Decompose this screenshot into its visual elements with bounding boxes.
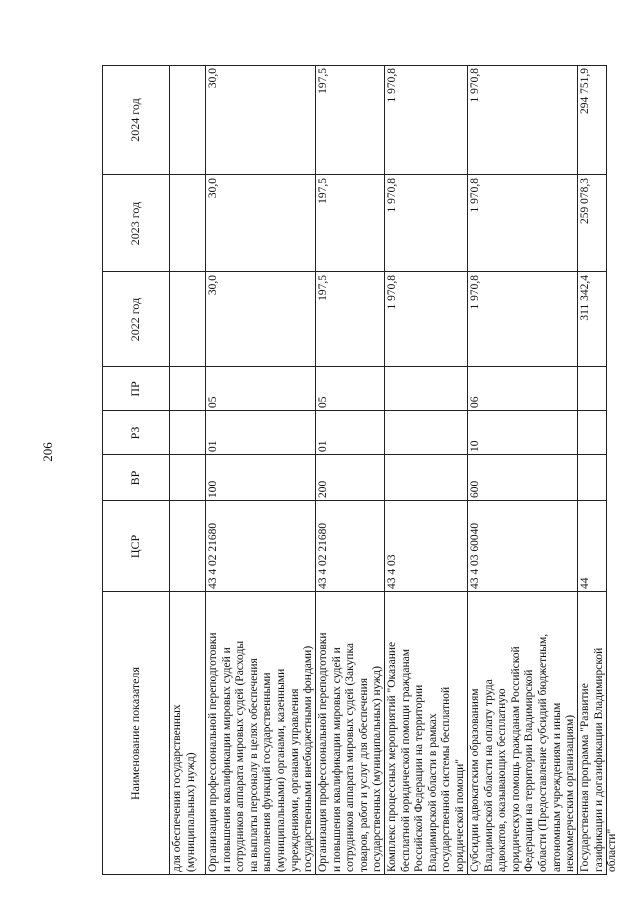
name-line: государственных (муниципальных) нужд) [371, 666, 384, 872]
csr-code: 43 4 03 [386, 554, 398, 589]
header-pr: ПР [127, 381, 142, 397]
csr-code: 43 4 03 60040 [469, 522, 481, 589]
table-row-name [170, 592, 205, 875]
csr-code: 43 4 02 21680 [317, 522, 329, 589]
rz-code: 01 [317, 440, 329, 452]
name-line: Организация профессиональной переподготовки [207, 632, 219, 872]
table-row-name [206, 592, 315, 875]
value-2022: 30,0 [207, 275, 219, 296]
value-2024: 30,0 [207, 68, 219, 89]
col-divider [102, 454, 607, 455]
header-2023: 2023 год [127, 201, 142, 246]
rz-code: 01 [207, 440, 219, 452]
page-number: 206 [40, 442, 55, 462]
value-2024: 1 970,8 [386, 68, 398, 103]
name-line: государственной системы бесплатной [440, 686, 453, 872]
header-name: Наименование показателя [127, 667, 142, 800]
vr-code: 200 [317, 480, 329, 498]
name-line: адвокатов, оказывающих бесплатную [496, 688, 509, 872]
table-row-name [468, 592, 577, 875]
name-line: области" [606, 828, 619, 872]
csr-code: 43 4 02 21680 [207, 522, 219, 589]
name-line: учреждениями, органами управления [288, 688, 301, 872]
name-line: товаров, работ и услуг для обеспечения [357, 677, 370, 872]
table-row-name [385, 592, 467, 875]
header-csr: ЦСР [127, 534, 142, 559]
name-line: юридической помощи" [453, 759, 466, 872]
vr-code: 100 [207, 480, 219, 498]
table-row-name [578, 592, 619, 875]
name-line: (муниципальных) нужд) [184, 752, 197, 872]
name-line: Владимирской области в рамках [426, 713, 439, 872]
pr-code: 05 [317, 396, 329, 408]
name-line: области (Предоставление субсидий бюджетным, [536, 633, 549, 872]
name-line: автономным учреждениям и иным [550, 702, 563, 872]
pr-code: 06 [469, 396, 481, 408]
name-line: (муниципальными) органами, казенными [274, 668, 287, 872]
name-line: на выплаты персоналу в целях обеспечения [247, 658, 260, 872]
name-line: Государственная программа "Развитие [579, 683, 591, 872]
value-2024: 197,5 [317, 68, 329, 94]
value-2023: 1 970,8 [469, 178, 481, 213]
header-2022: 2022 год [127, 297, 142, 342]
name-line: сотрудников аппарата мировых судей (Закупка [344, 643, 357, 872]
value-2022: 1 970,8 [386, 275, 398, 310]
name-line: государственными внебюджетными фондами) [302, 645, 315, 872]
col-divider [102, 500, 607, 501]
name-line: Комплекс процессных мероприятий "Оказание [386, 641, 398, 872]
col-divider [102, 410, 607, 411]
value-2022: 311 342,4 [579, 275, 591, 321]
name-line: Субсидии адвокатским образованиям [469, 688, 481, 872]
header-rz: РЗ [127, 426, 142, 440]
value-2022: 1 970,8 [469, 275, 481, 310]
name-line: газификации и догазификации Владимирской [592, 647, 605, 872]
value-2023: 30,0 [207, 178, 219, 199]
name-line: Организация профессиональной переподготовки [317, 632, 329, 872]
name-line: Федерации на территории Владимирской [523, 669, 536, 872]
value-2024: 294 751,9 [579, 68, 591, 114]
vr-code: 600 [469, 480, 481, 498]
name-line: выполнения функций государственными [261, 672, 274, 872]
value-2024: 1 970,8 [469, 68, 481, 103]
name-line: юридическую помощь гражданам Российской [509, 646, 522, 872]
name-line: Владимирской области на оплату труда [482, 679, 495, 872]
header-2024: 2024 год [127, 98, 142, 142]
table-row-name [316, 592, 384, 875]
csr-code: 44 [579, 577, 591, 589]
value-2023: 197,5 [317, 178, 329, 204]
name-line: сотрудников аппарата мировых судей (Расходы [234, 640, 247, 872]
col-divider [102, 271, 607, 272]
pr-code: 05 [207, 396, 219, 408]
budget-table [102, 65, 619, 875]
name-line: Российской Федерации на территории [413, 684, 426, 872]
name-line: для обеспечения государственных [171, 704, 183, 872]
name-line: и повышения квалификации мировых судей и [220, 647, 233, 872]
value-2023: 1 970,8 [386, 178, 398, 213]
name-line: бесплатной юридической помощи гражданам [399, 648, 412, 872]
name-line: некоммерческим организациям) [564, 714, 577, 872]
value-2023: 259 078,3 [579, 178, 591, 224]
header-vr: ВР [127, 470, 142, 486]
col-divider [102, 366, 607, 367]
col-divider [102, 174, 607, 175]
rz-code: 10 [469, 440, 481, 452]
name-line: и повышения квалификации мировых судей и [330, 647, 343, 872]
value-2022: 197,5 [317, 275, 329, 301]
